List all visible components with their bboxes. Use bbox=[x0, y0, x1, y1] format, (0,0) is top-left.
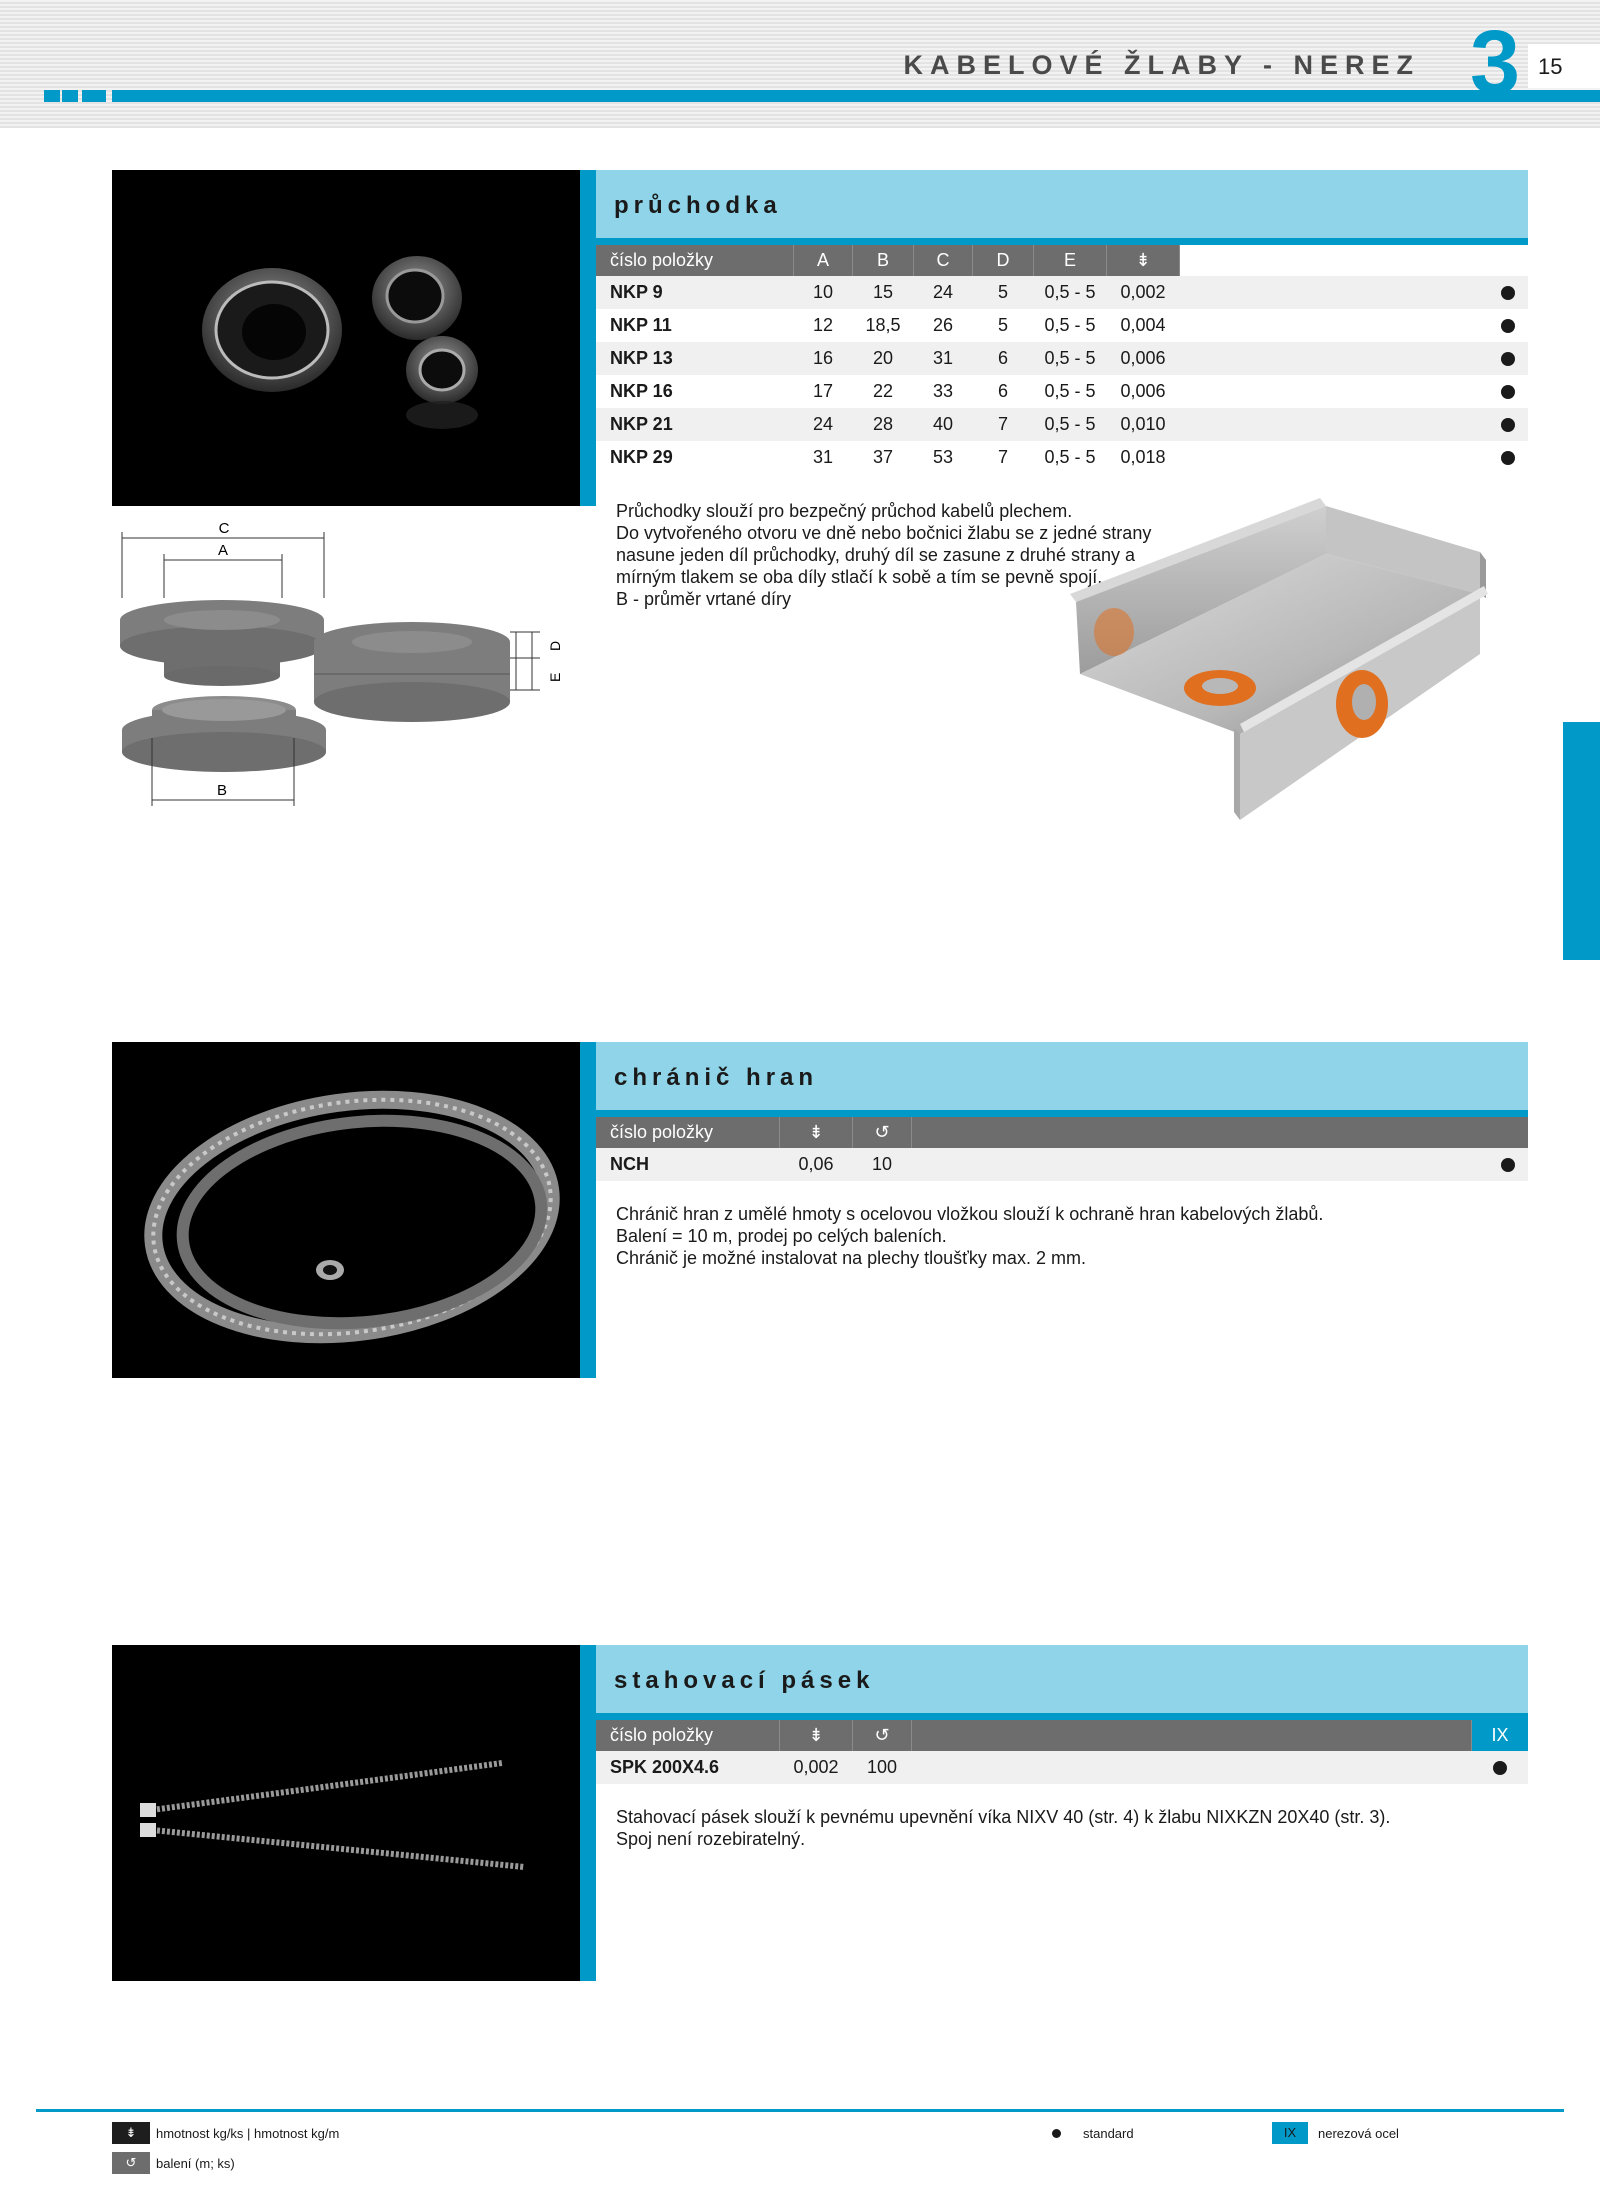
product-table-pruchodka bbox=[596, 245, 1528, 474]
chapter-side-tab bbox=[1563, 722, 1600, 960]
table-row bbox=[596, 309, 1528, 342]
cell-e: 0,5 - 5 bbox=[1034, 276, 1107, 309]
cell-weight: 0,004 bbox=[1107, 309, 1180, 342]
description-stahovaci-pasek bbox=[616, 1806, 1516, 1850]
section-accent-bar bbox=[580, 1042, 596, 1378]
cell-e: 0,5 - 5 bbox=[1034, 375, 1107, 408]
section-title-band bbox=[596, 1645, 1528, 1713]
section-title-line bbox=[596, 1110, 1528, 1117]
legend-weight-icon: ⇟ bbox=[112, 2122, 150, 2144]
description-chranic-hran bbox=[616, 1203, 1516, 1269]
header-dash bbox=[62, 90, 78, 102]
cell-spacer bbox=[1180, 408, 1489, 441]
page-number: 15 bbox=[1538, 54, 1563, 79]
cell-c: 24 bbox=[914, 276, 973, 309]
legend-standard-dot-icon bbox=[1052, 2129, 1061, 2138]
column-header-d: D bbox=[973, 245, 1034, 276]
table-row bbox=[596, 375, 1528, 408]
cable-tie-illustration bbox=[112, 1645, 580, 1981]
column-header-e: E bbox=[1034, 245, 1107, 276]
cell-code: NKP 11 bbox=[596, 309, 794, 342]
cell-spacer bbox=[912, 1751, 1472, 1784]
section-title-band bbox=[596, 1042, 1528, 1110]
cell-weight: 0,010 bbox=[1107, 408, 1180, 441]
cell-standard bbox=[1472, 1751, 1529, 1784]
column-header-code: číslo položky bbox=[596, 1117, 780, 1148]
table-row bbox=[596, 1148, 1528, 1181]
cell-a: 10 bbox=[794, 276, 853, 309]
column-header-pack: ↺ bbox=[853, 1117, 912, 1148]
standard-dot-icon bbox=[1501, 286, 1515, 300]
cell-weight: 0,006 bbox=[1107, 342, 1180, 375]
standard-dot-icon bbox=[1501, 451, 1515, 465]
column-header-code: číslo položky bbox=[596, 245, 794, 276]
section-title: chránič hran bbox=[614, 1064, 819, 1091]
dimension-label-e: E bbox=[547, 672, 563, 682]
cell-standard bbox=[1488, 375, 1528, 408]
cell-spacer bbox=[1180, 276, 1489, 309]
cell-standard bbox=[1488, 441, 1528, 474]
description-line: Chránič hran z umělé hmoty s ocelovou vložkou slouží k ochraně hran kabelových žlabů. bbox=[616, 1204, 1324, 1224]
description-line: Do vytvořeného otvoru ve dně nebo bočnici žlabu se z jedné strany bbox=[616, 523, 1152, 543]
cell-d: 6 bbox=[973, 342, 1034, 375]
cell-weight: 0,002 bbox=[1107, 276, 1180, 309]
cell-d: 7 bbox=[973, 441, 1034, 474]
header-bar bbox=[112, 90, 1600, 102]
dimension-label-b: B bbox=[216, 782, 228, 799]
cable-tray-illustration bbox=[1040, 494, 1530, 834]
description-line: B - průměr vrtané díry bbox=[616, 589, 792, 609]
cell-pack: 10 bbox=[853, 1148, 912, 1181]
header-dash bbox=[82, 90, 106, 102]
cell-d: 6 bbox=[973, 375, 1034, 408]
cell-d: 5 bbox=[973, 276, 1034, 309]
standard-dot-icon bbox=[1501, 1158, 1515, 1172]
section-title-band bbox=[596, 170, 1528, 238]
description-line: Stahovací pásek slouží k pevnému upevnění víka NIXV 40 (str. 4) k žlabu NIXKZN 20X40 (str. 3). bbox=[616, 1807, 1391, 1827]
cell-weight: 0,06 bbox=[780, 1148, 853, 1181]
cell-spacer bbox=[1180, 441, 1489, 474]
chapter-number: 3 bbox=[1470, 13, 1521, 113]
column-header-c: C bbox=[914, 245, 973, 276]
table-row bbox=[596, 1751, 1528, 1784]
product-table-chranic-hran bbox=[596, 1117, 1528, 1181]
product-photo-chranic-hran bbox=[112, 1042, 580, 1378]
standard-dot-icon bbox=[1501, 319, 1515, 333]
legend-ix-badge: IX bbox=[1272, 2122, 1308, 2144]
column-header-b: B bbox=[853, 245, 914, 276]
cell-b: 18,5 bbox=[853, 309, 914, 342]
section-title-line bbox=[596, 238, 1528, 245]
cell-weight: 0,006 bbox=[1107, 375, 1180, 408]
cell-spacer bbox=[1180, 309, 1489, 342]
column-header-spacer bbox=[912, 1117, 1489, 1148]
cell-code: NKP 13 bbox=[596, 342, 794, 375]
standard-dot-icon bbox=[1493, 1761, 1507, 1775]
column-header-spacer bbox=[1488, 245, 1528, 276]
product-photo-pruchodka bbox=[112, 170, 580, 506]
cell-e: 0,5 - 5 bbox=[1034, 342, 1107, 375]
page-title: KABELOVÉ ŽLABY - NEREZ bbox=[903, 50, 1420, 80]
cell-pack: 100 bbox=[853, 1751, 912, 1784]
table-header-row bbox=[596, 1117, 1528, 1148]
table-row bbox=[596, 408, 1528, 441]
cell-code: NCH bbox=[596, 1148, 780, 1181]
cell-b: 28 bbox=[853, 408, 914, 441]
header-dash bbox=[44, 90, 60, 102]
description-line: mírným tlakem se oba díly stlačí k sobě a tím se pevně spojí. bbox=[616, 567, 1103, 587]
cell-e: 0,5 - 5 bbox=[1034, 309, 1107, 342]
cell-code: NKP 16 bbox=[596, 375, 794, 408]
cell-b: 37 bbox=[853, 441, 914, 474]
description-line: nasune jeden díl průchodky, druhý díl se zasune z druhé strany a bbox=[616, 545, 1135, 565]
cell-e: 0,5 - 5 bbox=[1034, 441, 1107, 474]
legend-pack-icon: ↺ bbox=[112, 2152, 150, 2174]
cell-standard bbox=[1488, 276, 1528, 309]
section-title: průchodka bbox=[614, 192, 782, 219]
table-header-row bbox=[596, 1720, 1528, 1751]
cell-a: 31 bbox=[794, 441, 853, 474]
column-header-spacer bbox=[912, 1720, 1472, 1751]
cell-standard bbox=[1488, 1148, 1528, 1181]
cell-standard bbox=[1488, 342, 1528, 375]
description-line: Spoj není rozebiratelný. bbox=[616, 1829, 806, 1849]
cell-code: NKP 21 bbox=[596, 408, 794, 441]
cell-standard bbox=[1488, 309, 1528, 342]
table-row bbox=[596, 342, 1528, 375]
column-header-weight: ⇟ bbox=[780, 1117, 853, 1148]
footer-divider bbox=[36, 2109, 1564, 2112]
cell-spacer bbox=[1180, 342, 1489, 375]
column-header-pack: ↺ bbox=[853, 1720, 912, 1751]
column-header-spacer bbox=[1180, 245, 1489, 276]
section-accent-bar bbox=[580, 1645, 596, 1981]
legend-standard-text: standard bbox=[1083, 2126, 1134, 2141]
cell-weight: 0,018 bbox=[1107, 441, 1180, 474]
cell-code: SPK 200X4.6 bbox=[596, 1751, 780, 1784]
cell-c: 26 bbox=[914, 309, 973, 342]
description-line: Průchodky slouží pro bezpečný průchod kabelů plechem. bbox=[616, 501, 1073, 521]
section-title: stahovací pásek bbox=[614, 1667, 875, 1694]
grommet-photo-illustration bbox=[112, 170, 580, 506]
cell-d: 5 bbox=[973, 309, 1034, 342]
cell-weight: 0,002 bbox=[780, 1751, 853, 1784]
column-header-weight: ⇟ bbox=[780, 1720, 853, 1751]
standard-dot-icon bbox=[1501, 352, 1515, 366]
legend-pack-text: balení (m; ks) bbox=[156, 2156, 235, 2171]
dimension-label-d: D bbox=[547, 640, 563, 651]
table-row bbox=[596, 276, 1528, 309]
cell-a: 24 bbox=[794, 408, 853, 441]
dimension-label-a: A bbox=[217, 542, 229, 559]
dimension-drawing bbox=[112, 518, 582, 818]
cell-c: 40 bbox=[914, 408, 973, 441]
product-photo-stahovaci-pasek bbox=[112, 1645, 580, 1981]
cell-spacer bbox=[1180, 375, 1489, 408]
table-header-row bbox=[596, 245, 1528, 276]
cell-b: 22 bbox=[853, 375, 914, 408]
table-row bbox=[596, 441, 1528, 474]
cell-c: 53 bbox=[914, 441, 973, 474]
grommet-orange-back bbox=[1094, 608, 1134, 656]
legend-weight-text: hmotnost kg/ks | hmotnost kg/m bbox=[156, 2126, 340, 2141]
column-header-spacer bbox=[1488, 1117, 1528, 1148]
column-header-a: A bbox=[794, 245, 853, 276]
product-table-stahovaci-pasek bbox=[596, 1720, 1528, 1784]
cell-a: 12 bbox=[794, 309, 853, 342]
standard-dot-icon bbox=[1501, 418, 1515, 432]
cell-b: 20 bbox=[853, 342, 914, 375]
cell-code: NKP 29 bbox=[596, 441, 794, 474]
cell-code: NKP 9 bbox=[596, 276, 794, 309]
cell-b: 15 bbox=[853, 276, 914, 309]
cell-a: 16 bbox=[794, 342, 853, 375]
column-header-weight: ⇟ bbox=[1107, 245, 1180, 276]
section-accent-bar bbox=[580, 170, 596, 506]
cell-a: 17 bbox=[794, 375, 853, 408]
cell-c: 31 bbox=[914, 342, 973, 375]
legend-ix-text: nerezová ocel bbox=[1318, 2126, 1399, 2141]
cell-standard bbox=[1488, 408, 1528, 441]
cell-d: 7 bbox=[973, 408, 1034, 441]
column-header-ix: IX bbox=[1472, 1720, 1529, 1751]
description-line: Chránič je možné instalovat na plechy tloušťky max. 2 mm. bbox=[616, 1248, 1086, 1268]
standard-dot-icon bbox=[1501, 385, 1515, 399]
section-title-line bbox=[596, 1713, 1528, 1720]
edge-protector-illustration bbox=[112, 1042, 580, 1378]
cell-e: 0,5 - 5 bbox=[1034, 408, 1107, 441]
column-header-code: číslo položky bbox=[596, 1720, 780, 1751]
cell-spacer bbox=[912, 1148, 1489, 1181]
cell-c: 33 bbox=[914, 375, 973, 408]
dimension-label-c: C bbox=[218, 520, 230, 537]
description-line: Balení = 10 m, prodej po celých baleních. bbox=[616, 1226, 947, 1246]
